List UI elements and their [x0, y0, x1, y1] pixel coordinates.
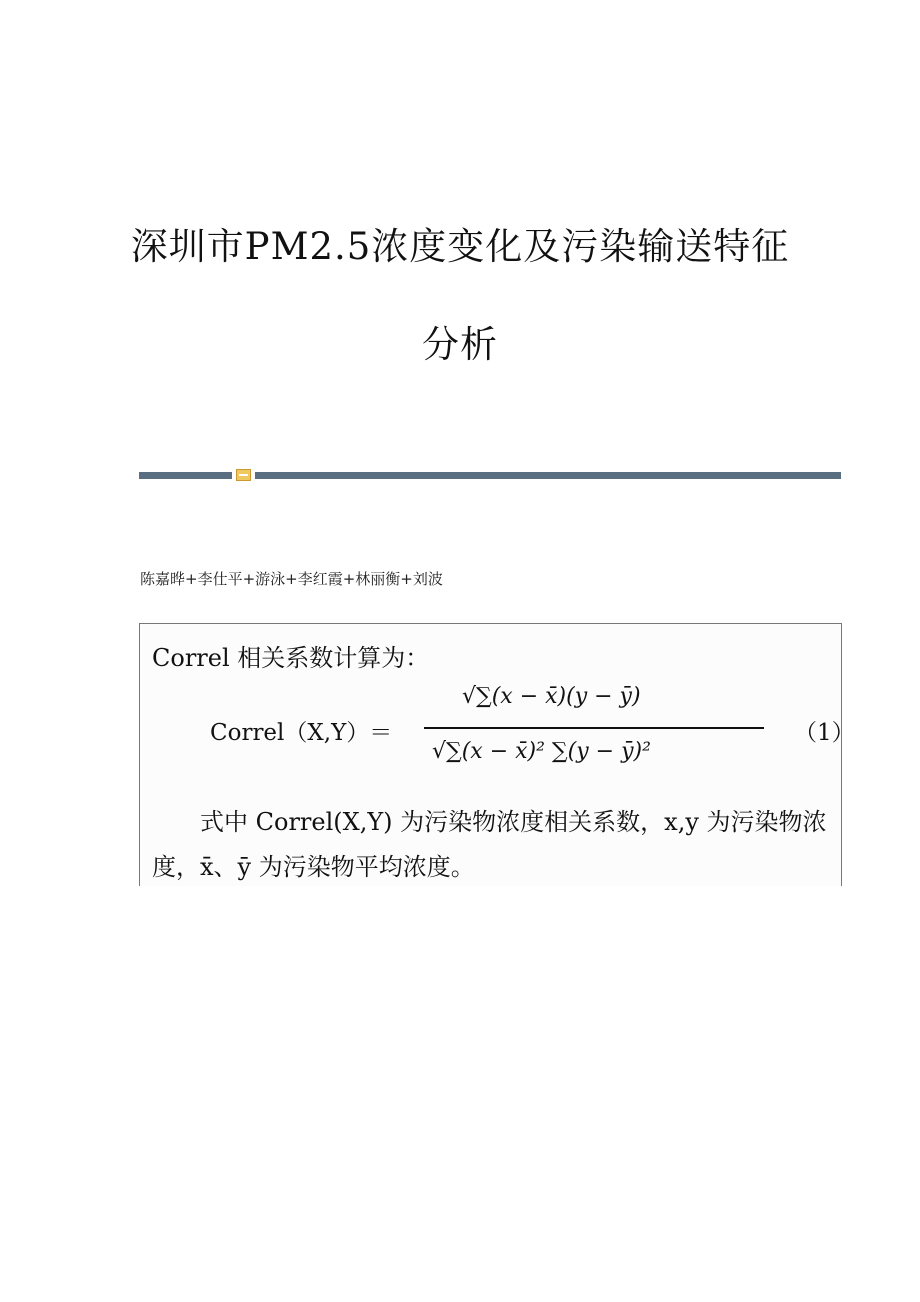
equation-number: （1）: [794, 720, 855, 746]
fraction-denominator: √∑(x − x̄)² ∑(y − ȳ)²: [432, 739, 651, 764]
divider-bar-right: [255, 472, 841, 479]
divider-bar-left: [139, 472, 232, 479]
fraction-bar: [424, 727, 764, 729]
formula-explanation-text: 式中 Correl(X,Y) 为污染物浓度相关系数，x,y 为污染物浓度，x̄、ȳ 为污染物平均浓度。: [152, 808, 827, 881]
title-divider: [139, 469, 841, 481]
author-list: 陈嘉晔+李仕平+游泳+李红霞+林丽衡+刘波: [140, 570, 443, 588]
equation-fraction: [424, 682, 764, 794]
correl-equation: [210, 682, 855, 794]
divider-ornament-icon: [236, 469, 251, 481]
formula-explanation: [152, 800, 832, 890]
fraction-numerator: √∑(x − x̄)(y − ȳ): [462, 684, 641, 709]
formula-intro: Correl 相关系数计算为：: [152, 644, 430, 672]
formula-figure: [139, 623, 855, 886]
document-title-line-2: 分析: [422, 323, 498, 366]
equation-lhs: Correl（X,Y）＝: [210, 720, 393, 746]
document-title-line-1: 深圳市PM2.5浓度变化及污染输送特征: [130, 225, 790, 268]
